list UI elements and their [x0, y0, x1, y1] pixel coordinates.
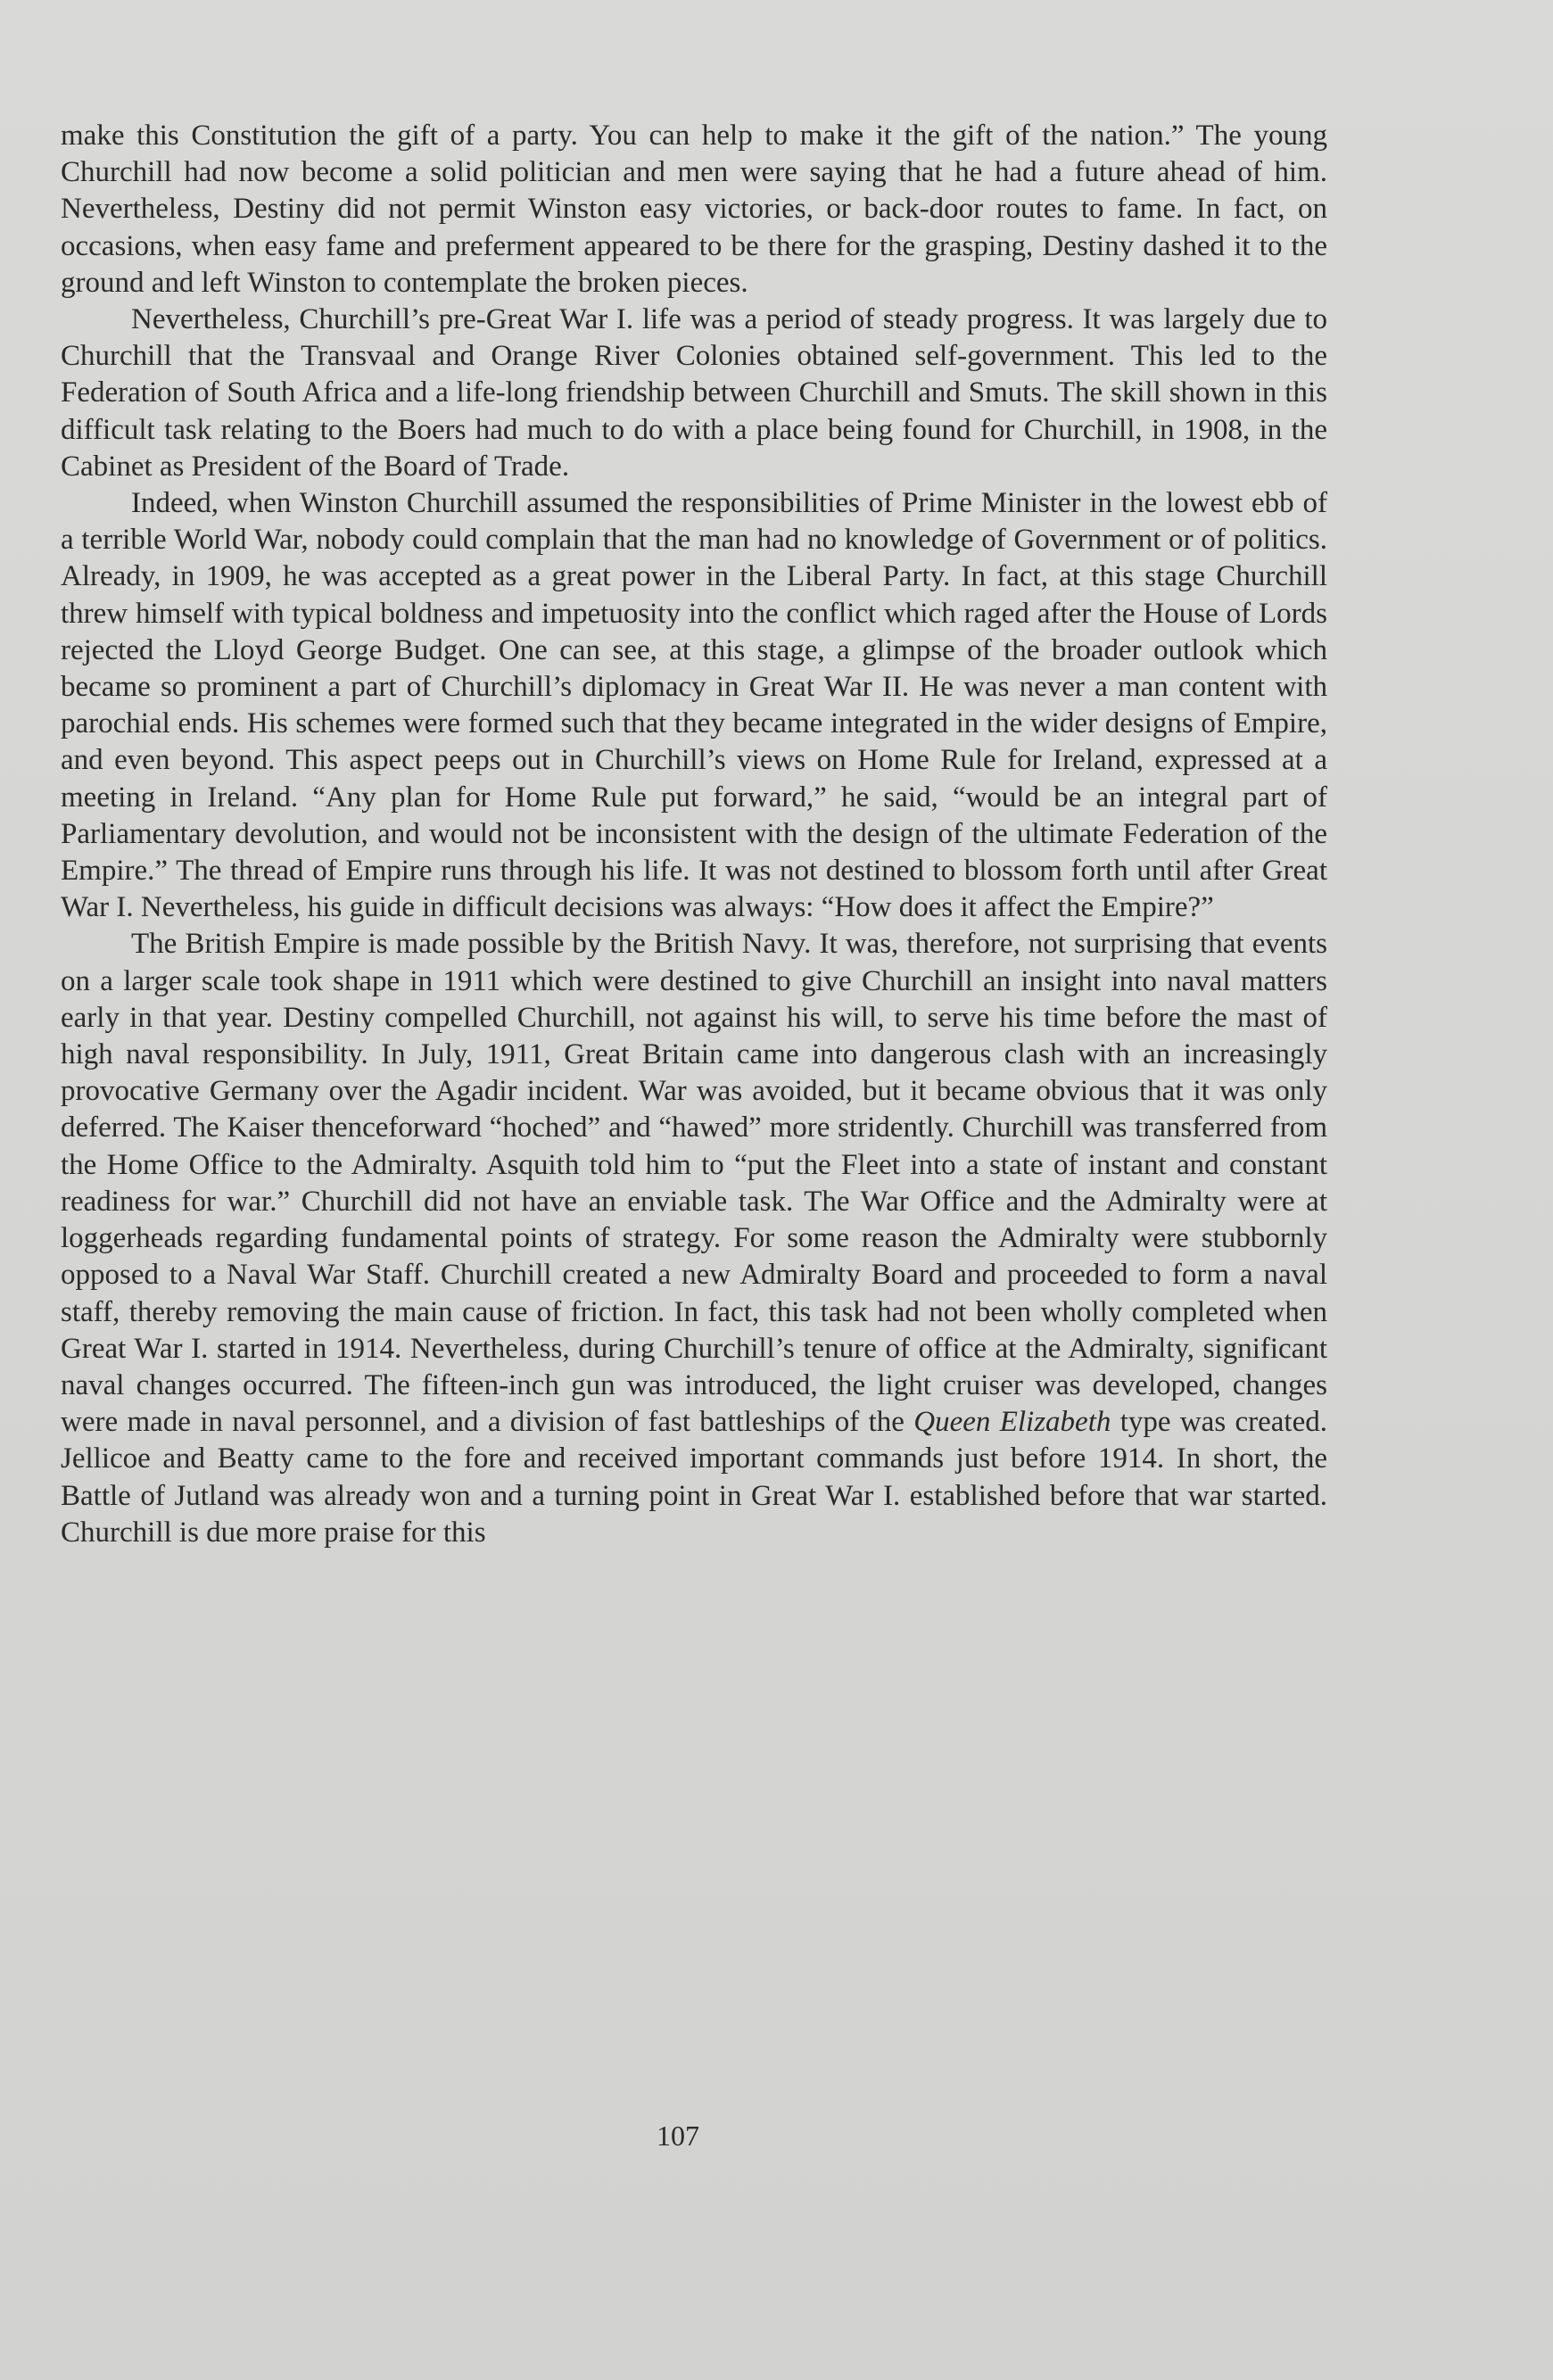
paragraph: [61, 118, 1327, 302]
paragraph-text: Indeed, when Winston Churchill assumed the responsibilities of Prime Minister in the lowest ebb of a terrible World War, nobody could complain that the man had no knowledge of Government or of politics. Already, in 1909, he was accepted as a great power in the Liberal Party. In fact, at this stage Churchill threw himself with typical boldness and impetuosity into the conflict which raged after the House of Lords rejected the Lloyd George Budget. One can see, at this stage, a glimpse of the broader outlook which became so prominent a part of Churchill’s diplomacy in Great War II. He was never a man content with parochial ends. His schemes were formed such that they became integrated in the wider designs of Empire, and even beyond. This aspect peeps out in Churchill’s views on Home Rule for Ireland, expressed at a meeting in Ireland. “Any plan for Home Rule put forward,” he said, “would be an integral part of Parliamentary devolution, and would not be inconsistent with the design of the ultimate Federation of the Empire.” The thread of Empire runs through his life. It was not destined to blossom forth until after Great War I. Nevertheless, his guide in difficult decisions was always: “How does it affect the Empire?”: [61, 487, 1327, 924]
paragraph-text: type was created. Jellicoe and Beatty came to the fore and received important commands just before 1914. In short, the Battle of Jutland was already won and a turning point in Great War I. established before that war started. Churchill is due more praise for this: [61, 1406, 1327, 1549]
italic-text: Queen Elizabeth: [913, 1406, 1111, 1439]
paragraph: [61, 926, 1327, 1550]
page-number: 107: [657, 2120, 699, 2152]
paragraph: [61, 485, 1327, 926]
body-text: [61, 118, 1327, 1551]
paragraph: [61, 302, 1327, 485]
paragraph-text: Nevertheless, Churchill’s pre-Great War I. life was a period of steady progress. It was largely due to Churchill that the Transvaal and Orange River Colonies obtained self-government. This led to the Federation of South Africa and a life-long friendship between Churchill and Smuts. The skill shown in this difficult task relating to the Boers had much to do with a place being found for Churchill, in 1908, in the Cabinet as President of the Board of Trade.: [61, 303, 1327, 483]
paragraph-text: make this Constitution the gift of a party. You can help to make it the gift of the nation.” The young Churchill had now become a solid politician and men were saying that he had a future ahead of him. Nevertheless, Destiny did not permit Winston easy victories, or back-door routes to fame. In fact, on occasions, when easy fame and preferment appeared to be there for the grasping, Destiny dashed it to the ground and left Winston to contemplate the broken pieces.: [61, 120, 1327, 299]
paragraph-text: The British Empire is made possible by the British Navy. It was, therefore, not surprising that events on a larger scale took shape in 1911 which were destined to give Churchill an insight into naval matters early in that year. Destiny compelled Churchill, not against his will, to serve his time before the mast of high naval responsibility. In July, 1911, Great Britain came into dangerous clash with an increasingly provocative Germany over the Agadir incident. War was avoided, but it became obvious that it was only deferred. The Kaiser thenceforward “hoched” and “hawed” more stridently. Churchill was transferred from the Home Office to the Admiralty. Asquith told him to “put the Fleet into a state of instant and constant readiness for war.” Churchill did not have an enviable task. The War Office and the Admiralty were at loggerheads regarding fundamental points of strategy. For some reason the Admiralty were stubbornly opposed to a Naval War Staff. Churchill created a new Admiralty Board and proceeded to form a naval staff, thereby removing the main cause of friction. In fact, this task had not been wholly completed when Great War I. started in 1914. Nevertheless, during Churchill’s tenure of office at the Admiralty, significant naval changes occurred. The fifteen-inch gun was introduced, the light cruiser was developed, changes were made in naval personnel, and a division of fast battleships of the: [61, 928, 1327, 1439]
